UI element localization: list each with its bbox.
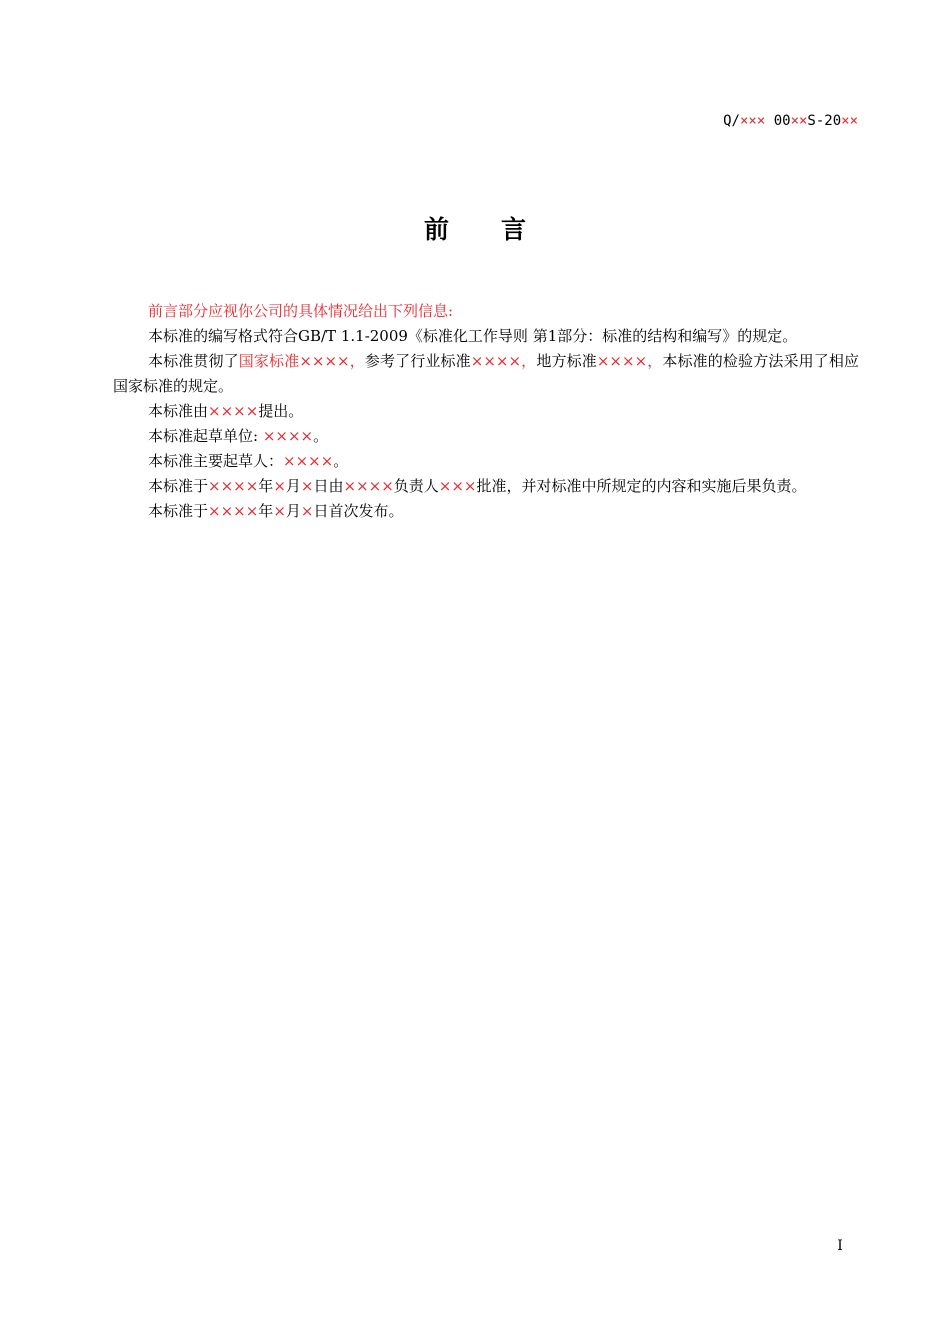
text-span: 年 xyxy=(258,502,274,520)
code-placeholder-2: ×× xyxy=(790,113,808,129)
placeholder-span: ×××× xyxy=(208,502,259,520)
text-span: 本标准于 xyxy=(148,502,209,520)
drafters-paragraph xyxy=(113,449,859,474)
text-span: 本标准起草单位: xyxy=(148,427,263,445)
placeholder-span: × xyxy=(273,502,286,520)
placeholder-span: × xyxy=(273,477,286,495)
code-placeholder-3: ×× xyxy=(841,113,858,129)
code-mid: 00 xyxy=(765,113,791,129)
approval-paragraph xyxy=(113,474,859,499)
proposer-paragraph xyxy=(113,399,859,424)
page-title xyxy=(0,213,950,247)
reference-paragraph xyxy=(113,349,859,399)
text-span: 。 xyxy=(333,452,349,470)
text-span: 负责人 xyxy=(393,477,439,495)
text-span: 批准，并对标准中所规定的内容和实施后果负责。 xyxy=(476,477,807,495)
placeholder-span: 国家标准××××， xyxy=(238,352,365,370)
release-paragraph xyxy=(113,499,859,524)
text-span: 参考了行业标准 xyxy=(364,352,471,370)
placeholder-span: ×××× xyxy=(262,427,314,445)
code-suffix: S-20 xyxy=(807,113,842,129)
text-span: 日首次发布。 xyxy=(313,502,404,520)
text-span: 本标准于 xyxy=(148,477,209,495)
placeholder-span: × xyxy=(300,502,314,520)
text-span: 年 xyxy=(258,477,274,495)
text-span: 本标准贯彻了 xyxy=(148,352,239,370)
format-paragraph: 本标准的编写格式符合GB/T 1.1-2009《标准化工作导则 第1部分：标准的结构和编写》的规定。 xyxy=(148,327,798,345)
placeholder-span: ××××， xyxy=(470,352,537,370)
code-prefix: Q/ xyxy=(723,113,740,129)
text-span: 本标准主要起草人： xyxy=(148,452,284,470)
title-char-2: 言 xyxy=(501,215,527,244)
text-span: 月 xyxy=(285,502,301,520)
text-span: 提出。 xyxy=(258,402,304,420)
foreword-body xyxy=(113,299,859,524)
placeholder-span: ××××， xyxy=(596,352,663,370)
placeholder-span: ×××× xyxy=(343,477,394,495)
placeholder-span: ××× xyxy=(438,477,477,495)
text-span: 本标准由 xyxy=(148,402,209,420)
text-span: 。 xyxy=(313,427,329,445)
text-span: 地方标准 xyxy=(536,352,597,370)
placeholder-span: ×××× xyxy=(283,452,334,470)
standard-code-header xyxy=(560,111,858,131)
drafting-unit-paragraph xyxy=(113,424,859,449)
placeholder-span: × xyxy=(300,477,314,495)
title-char-1: 前 xyxy=(423,215,449,244)
instruction-paragraph: 前言部分应视你公司的具体情况给出下列信息: xyxy=(148,302,454,320)
text-span: 月 xyxy=(285,477,301,495)
page-number: I xyxy=(837,1238,843,1254)
placeholder-span: ×××× xyxy=(208,402,259,420)
code-placeholder-1: ××× xyxy=(739,113,766,129)
text-span: 本标准的检验方法采用了相应国家标准的规定。 xyxy=(113,352,859,395)
text-span: 日由 xyxy=(313,477,344,495)
placeholder-span: ×××× xyxy=(208,477,259,495)
